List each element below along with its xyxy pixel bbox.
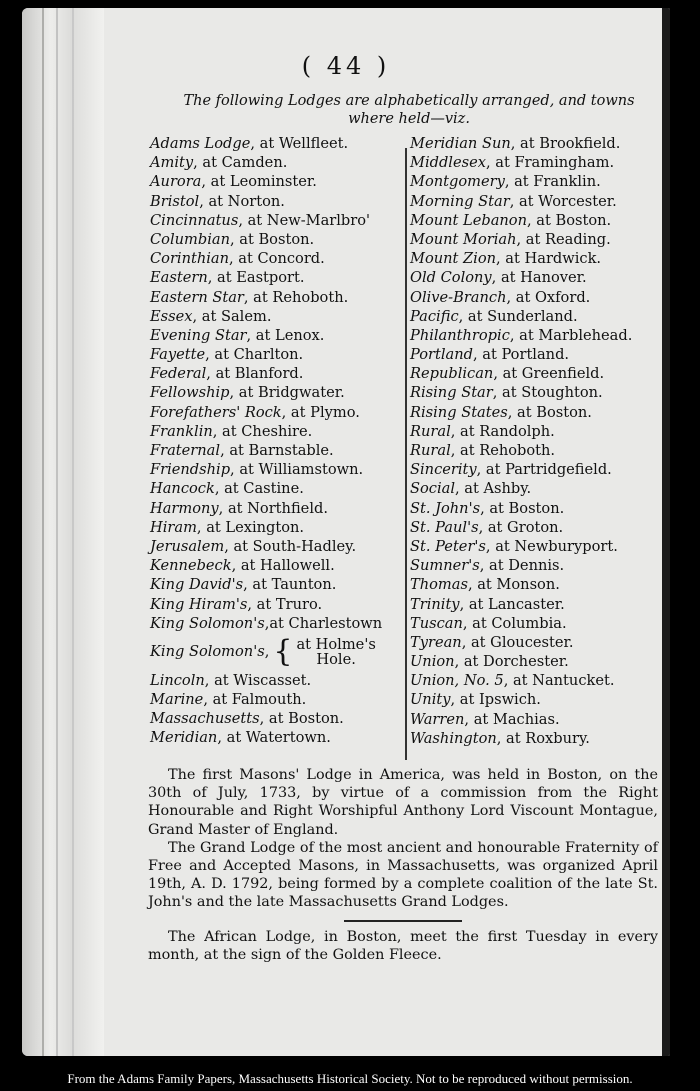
lodge-name: Tuscan — [410, 614, 463, 632]
lodge-name: Forefathers' Rock — [150, 403, 282, 421]
lodge-entry — [410, 633, 662, 652]
lodge-entry — [150, 364, 405, 383]
lodge-entry — [150, 671, 405, 690]
lodge-name: St. John's — [410, 499, 481, 517]
lodge-name: King Solomon's — [150, 614, 265, 632]
lodge-town: , at Camden. — [193, 154, 288, 172]
lodge-name: King Solomon's — [150, 643, 265, 661]
african-lodge-paragraph: The African Lodge, in Boston, meet the first Tuesday in every month, at the sign of the Golden Fleece. — [148, 928, 658, 963]
lodge-town: , at Lancaster. — [459, 595, 565, 613]
grand-lodge-paragraph: The Grand Lodge of the most ancient and honourable Fraternity of Free and Accepted Masons, in Massachusetts, was organized April 19th, A. D. 1792, being formed by a complete coalition of the late St. John's and the late Massachusetts Grand Lodges. — [148, 839, 658, 911]
notes-section — [148, 766, 658, 964]
lodge-name: King David's — [150, 576, 244, 594]
lodge-town: , at Monson. — [467, 576, 560, 594]
lodge-name: Harmony — [150, 499, 219, 517]
lodge-name: Sincerity — [410, 461, 477, 479]
lodge-town: , at Blanford. — [206, 365, 304, 383]
page-number: ( 44 ) — [301, 52, 391, 80]
lodge-list-right — [410, 134, 662, 748]
lodge-name: Republican — [410, 365, 494, 383]
lodge-town: , at Groton. — [478, 518, 564, 536]
lodge-entry — [150, 268, 405, 287]
lodge-town: , at Watertown. — [217, 729, 331, 747]
lodge-town: ,at Charlestown — [264, 614, 383, 632]
lodge-entry — [150, 134, 405, 153]
lodge-town: , at Boston. — [527, 211, 612, 229]
lodge-town: , at Newburyport. — [485, 537, 618, 555]
lodge-name: Morning Star — [410, 192, 510, 210]
lodge-town: , at Randolph. — [450, 422, 555, 440]
lodge-town: , at Wiscasset. — [204, 671, 312, 689]
lodge-name: Mount Moriah — [410, 230, 517, 248]
lodge-entry — [150, 307, 405, 326]
lodge-entry — [150, 345, 405, 364]
lodge-name: Cincinnatus — [150, 211, 239, 229]
lodge-town: , at Leominster. — [201, 173, 317, 191]
lodge-entry — [410, 652, 662, 671]
lodge-town: , at South-Hadley. — [224, 537, 357, 555]
lodge-entry — [150, 211, 405, 230]
lodge-name: Federal — [150, 365, 207, 383]
lodge-entry — [410, 211, 662, 230]
lodge-entry — [150, 633, 405, 671]
lodge-entry — [410, 153, 662, 172]
lodge-town: , at Framingham. — [485, 154, 615, 172]
lodge-entry — [150, 422, 405, 441]
lodge-town: , at Ashby. — [455, 480, 532, 498]
lodge-town: , at Franklin. — [504, 173, 601, 191]
lodge-entry — [150, 537, 405, 556]
lodge-name: King Hiram's — [150, 595, 248, 613]
lodge-name: Corinthian — [150, 250, 230, 268]
lodge-town: , at Sunderland. — [458, 307, 578, 325]
lodge-town: , at New-Marlbro' — [238, 211, 371, 229]
lodge-town: , at Boston. — [259, 710, 344, 728]
lodge-list-left — [150, 134, 405, 748]
lodge-town: , at Salem. — [192, 307, 272, 325]
lodge-entry — [150, 556, 405, 575]
lodge-name: Marine — [150, 691, 204, 709]
lodge-town: , at Eastport. — [207, 269, 305, 287]
lodge-entry — [410, 403, 662, 422]
lodge-town: , at Nantucket. — [503, 672, 615, 690]
lodge-town: , at Stoughton. — [492, 384, 603, 402]
lodge-town: , at Worcester. — [509, 192, 617, 210]
lodge-name: Friendship — [150, 461, 231, 479]
lodge-entry — [410, 671, 662, 690]
lodge-town: , at Concord. — [229, 250, 325, 268]
lodge-name: Lincoln — [150, 671, 205, 689]
lodge-entry — [410, 595, 662, 614]
lodge-name: Massachusetts — [150, 710, 260, 728]
lodge-name: Essex — [150, 307, 193, 325]
lodge-entry — [150, 595, 405, 614]
lodge-entry — [410, 441, 662, 460]
page-edge-shadow — [662, 8, 670, 1056]
lodge-entry — [150, 709, 405, 728]
lodge-town: , at Hanover. — [491, 269, 587, 287]
lodge-entry — [410, 172, 662, 191]
lodge-town: , at Bridgwater. — [229, 384, 345, 402]
lodge-name: St. Paul's — [410, 518, 479, 536]
lodge-name: Rising States — [410, 403, 508, 421]
lodge-entry — [410, 383, 662, 402]
lodge-name: Fayette — [150, 346, 206, 364]
lodge-name: Evening Star — [150, 326, 247, 344]
section-rule — [344, 920, 462, 922]
lodge-entry — [410, 460, 662, 479]
lodge-entry — [150, 383, 405, 402]
lodge-entry — [410, 345, 662, 364]
lodge-entry — [150, 728, 405, 747]
lodge-name: Fraternal — [150, 442, 221, 459]
lodge-name: Washington — [410, 729, 497, 747]
lodge-entry — [410, 537, 662, 556]
lodge-name: Union — [410, 653, 455, 671]
lodge-name: Rural — [410, 442, 451, 459]
lodge-entry — [150, 326, 405, 345]
lodge-entry — [150, 288, 405, 307]
lodge-town: , at Dennis. — [479, 557, 565, 575]
lodge-name: Montgomery — [410, 173, 505, 191]
lodge-name: Eastern — [150, 269, 208, 287]
lodge-entry — [150, 403, 405, 422]
lodge-entry — [410, 326, 662, 345]
lodge-name: Tyrean — [410, 633, 462, 651]
lodge-entry — [150, 230, 405, 249]
lodge-town: , at Machias. — [464, 710, 560, 728]
lodge-town: , at Norton. — [199, 192, 285, 210]
lodge-town-multiline: at Holme's Hole. — [296, 635, 376, 668]
lodge-entry — [150, 518, 405, 537]
lodge-entry — [150, 249, 405, 268]
lodge-entry — [410, 479, 662, 498]
lodge-town: , at Greenfield. — [493, 365, 605, 383]
lodge-entry — [410, 249, 662, 268]
lodge-entry — [410, 710, 662, 729]
lodge-name: Fellowship — [150, 384, 230, 402]
lodge-name: Olive-Branch — [410, 288, 507, 306]
lodge-name: Mount Lebanon — [410, 211, 527, 229]
lodge-name: Franklin — [150, 422, 213, 440]
lodge-town: , at Brookfield. — [510, 135, 621, 152]
lodge-entry — [410, 422, 662, 441]
lodge-name: St. Peter's — [410, 537, 486, 555]
lodge-name: Rising Star — [410, 384, 493, 402]
lodge-town: , at Rehoboth. — [243, 288, 349, 306]
lodge-town: , at Boston. — [507, 403, 592, 421]
lodge-name: Hancock — [150, 480, 215, 498]
lodge-town: , at Charlton. — [205, 346, 304, 364]
page-heading: The following Lodges are alphabetically arranged, and towns where held—viz. — [183, 93, 635, 127]
lodge-entry — [150, 575, 405, 594]
lodge-entry — [150, 614, 405, 633]
lodge-entry — [410, 268, 662, 287]
lodge-name: Columbian — [150, 230, 230, 248]
lodge-entry — [150, 153, 405, 172]
lodge-town: , at Barnstable. — [220, 442, 334, 459]
lodge-name: Portland — [410, 346, 473, 364]
lodge-town: , at Ipswich. — [450, 691, 541, 709]
lodge-name: Middlesex — [410, 154, 486, 172]
lodge-town: , at Truro. — [247, 595, 323, 613]
lodge-town: , at Boston. — [480, 499, 565, 517]
lodge-entry — [410, 518, 662, 537]
lodge-town: , at Partridgefield. — [476, 461, 612, 479]
lodge-town: , at Cheshire. — [212, 422, 313, 440]
lodge-name: Philanthropic — [410, 326, 510, 344]
lodge-town: , at Lexington. — [196, 518, 305, 536]
lodge-name: Union, No. 5 — [410, 672, 504, 690]
lodge-town: , at Williamstown. — [230, 461, 364, 479]
lodge-entry — [410, 499, 662, 518]
lodge-entry — [150, 441, 405, 460]
lodge-town: , at Marblehead. — [509, 326, 633, 344]
lodge-name: Jerusalem — [150, 537, 225, 555]
lodge-town: , at Gloucester. — [461, 633, 574, 651]
lodge-entry — [410, 230, 662, 249]
copyright-footer: From the Adams Family Papers, Massachusetts Historical Society. Not to be reproduced without permission. — [0, 1066, 700, 1091]
lodge-entry — [410, 614, 662, 633]
lodge-town: , at Northfield. — [218, 499, 328, 517]
lodge-name: Mount Zion — [410, 250, 497, 268]
lodge-town: , — [264, 643, 270, 661]
lodge-town: , at Reading. — [516, 230, 611, 248]
lodge-entry — [150, 460, 405, 479]
lodge-name: Hiram — [150, 518, 197, 536]
lodge-entry — [410, 307, 662, 326]
lodge-entry — [150, 479, 405, 498]
lodge-name: Old Colony — [410, 269, 492, 287]
lodge-town: , at Falmouth. — [203, 691, 307, 709]
lodge-name: Rural — [410, 422, 451, 440]
lodge-entry — [410, 288, 662, 307]
lodge-town: , at Hardwick. — [496, 250, 602, 268]
lodge-name: Warren — [410, 710, 465, 728]
lodge-name: Unity — [410, 691, 451, 709]
lodge-entry — [410, 364, 662, 383]
lodge-name: Amity — [150, 154, 194, 172]
lodge-entry — [150, 172, 405, 191]
lodge-entry — [410, 556, 662, 575]
lodge-town: , at Roxbury. — [496, 729, 590, 747]
lodge-name: Meridian — [150, 729, 218, 747]
lodge-name: Pacific — [410, 307, 459, 325]
lodge-name: Thomas — [410, 576, 468, 594]
lodge-name: Meridian Sun — [410, 135, 511, 152]
lodge-name: Trinity — [410, 595, 460, 613]
lodge-town: , at Boston. — [229, 230, 315, 248]
lodge-entry — [410, 729, 662, 748]
lodge-name: Social — [410, 480, 455, 498]
lodge-entry — [150, 192, 405, 211]
lodge-entry — [410, 192, 662, 211]
lodge-entry — [150, 499, 405, 518]
lodge-entry — [410, 134, 662, 153]
lodge-town: , at Oxford. — [506, 288, 591, 306]
lodge-name: Sumner's — [410, 557, 480, 575]
lodge-name: Bristol — [150, 192, 200, 210]
lodge-entry — [150, 690, 405, 709]
lodge-name: Kennebeck — [150, 557, 232, 575]
lodge-town: , at Dorchester. — [454, 653, 569, 671]
lodge-town: , at Plymo. — [281, 403, 360, 421]
lodge-town: , at Lenox. — [246, 326, 325, 344]
lodge-town: , at Portland. — [472, 346, 570, 364]
lodge-name: Aurora — [150, 173, 202, 191]
brace-glyph: { — [273, 633, 293, 669]
lodge-town: , at Hallowell. — [231, 557, 335, 575]
lodge-town: , at Rehoboth. — [450, 442, 556, 459]
column-divider — [405, 148, 407, 760]
lodge-town: , at Columbia. — [462, 614, 567, 632]
lodge-entry — [410, 575, 662, 594]
book-gutter — [22, 8, 104, 1056]
lodge-town: , at Wellfleet. — [250, 135, 349, 152]
scanned-page — [22, 8, 670, 1056]
lodge-town: , at Taunton. — [243, 576, 337, 594]
first-lodge-paragraph: The first Masons' Lodge in America, was held in Boston, on the 30th of July, 1733, by virtue of a commission from the Right Honourable and Right Worshipful Anthony Lord Viscount Montague, Grand Master of England. — [148, 767, 658, 838]
lodge-name: Adams Lodge — [150, 135, 251, 152]
lodge-town: , at Castine. — [214, 480, 304, 498]
lodge-name: Eastern Star — [150, 288, 244, 306]
lodge-entry — [410, 690, 662, 709]
